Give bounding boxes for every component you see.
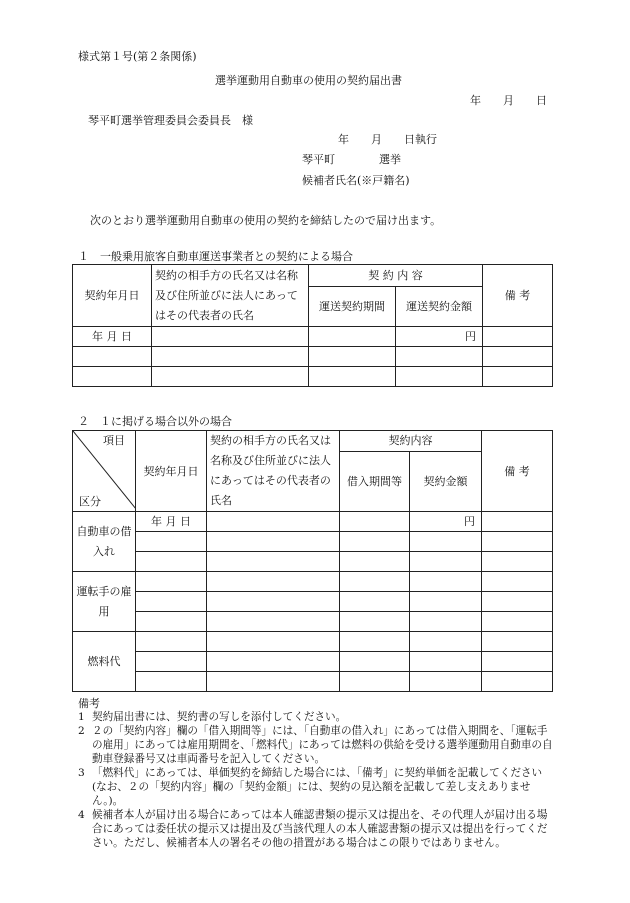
s2-cell[interactable] (410, 612, 482, 632)
s1-cell[interactable] (152, 367, 309, 387)
s2-header-amount: 契約金額 (410, 451, 482, 511)
s2-cell[interactable] (207, 532, 340, 552)
addressee: 琴平町選挙管理委員会委員長 様 (88, 114, 253, 127)
s2-cell[interactable] (410, 532, 482, 552)
section2-heading: ２ １に掲げる場合以外の場合 (78, 415, 232, 428)
s1-cell[interactable] (152, 347, 309, 367)
s1-header-date: 契約年月日 (73, 265, 152, 327)
s2-cell[interactable] (340, 572, 410, 592)
s1-cell[interactable] (309, 367, 396, 387)
note-item: 1 契約届出書には、契約書の写しを添付してください。 (78, 711, 347, 723)
s2-cell[interactable] (410, 592, 482, 612)
s2-cell[interactable] (136, 652, 207, 672)
s2-cell[interactable] (482, 612, 553, 632)
s2-category-fuel: 燃料代 (73, 632, 136, 692)
s2-cell[interactable] (340, 632, 410, 652)
s2-cell[interactable] (207, 632, 340, 652)
notes-heading: 備考 (78, 697, 100, 710)
s1-row-amount[interactable]: 円 (396, 327, 483, 347)
s2-cell[interactable] (340, 652, 410, 672)
note-item: 2 ２の「契約内容」欄の「借入期間等」には、「自動車の借入れ」にあっては借入期間を、「運転手の雇用」にあっては雇用期間を、「燃料代」にあっては燃料の供給を受ける選挙運動用自動車の自動車登録番号又は車両番号を記入してください。 (78, 725, 553, 765)
note-item: 3 「燃料代」にあっては、単価契約を締結した場合には、「備考」に契約単価を記載してください(なお、２の「契約内容」欄の「契約金額」には、契約の見込額を記載して差し支えありません。)。 (78, 767, 543, 807)
s1-cell[interactable] (73, 347, 152, 367)
s2-cell[interactable] (136, 552, 207, 572)
s2-cell[interactable] (340, 512, 410, 532)
s2-cell[interactable] (136, 532, 207, 552)
s1-header-remarks: 備 考 (483, 265, 553, 327)
election-date: 年 月 日執行 (338, 133, 437, 146)
s2-header-party: 契約の相手方の氏名又は名称及び住所並びに法人にあってはその代表者の氏名 (207, 431, 340, 512)
s2-cell[interactable] (207, 552, 340, 572)
s2-category-driver: 運転手の雇用 (73, 572, 136, 632)
s2-header-contract: 契約内容 (340, 431, 482, 452)
s2-category-label: 区分 (79, 495, 101, 508)
s2-cell[interactable] (207, 592, 340, 612)
election-name: 琴平町 選挙 (302, 153, 401, 166)
s2-cell[interactable] (207, 572, 340, 592)
s1-cell[interactable] (396, 347, 483, 367)
s2-cell[interactable] (410, 652, 482, 672)
s2-cell[interactable] (410, 672, 482, 692)
s2-cell[interactable] (482, 632, 553, 652)
s1-row-date[interactable]: 年 月 日 (73, 327, 152, 347)
section1-table (72, 264, 553, 387)
s2-item-label: 項目 (103, 434, 125, 447)
s2-cell[interactable] (340, 612, 410, 632)
s2-cell[interactable] (340, 552, 410, 572)
s2-cell[interactable] (207, 612, 340, 632)
s2-header-diagonal (73, 431, 136, 512)
s2-cell[interactable] (482, 592, 553, 612)
s2-cell[interactable] (482, 512, 553, 532)
s2-row-date[interactable]: 年 月 日 (136, 512, 207, 532)
note-item: 4 候補者本人が届け出る場合にあっては本人確認書類の提示又は提出を、その代理人が届け出る場合にあっては委任状の提示又は提出及び当該代理人の本人確認書類の提示又は提出を行ってください。ただし、候補者本人の署名その他の措置がある場合はこの限りではありません。 (78, 809, 548, 849)
form-id: 様式第１号(第２条関係) (78, 50, 197, 63)
s2-cell[interactable] (410, 632, 482, 652)
s2-cell[interactable] (340, 532, 410, 552)
section1-heading: １ 一般乗用旅客自動車運送事業者との契約による場合 (78, 250, 353, 263)
s2-cell[interactable] (136, 572, 207, 592)
s1-cell[interactable] (483, 367, 553, 387)
s1-header-amount: 運送契約金額 (396, 287, 483, 327)
s1-row-remarks[interactable] (483, 327, 553, 347)
s1-cell[interactable] (396, 367, 483, 387)
s2-header-date: 契約年月日 (136, 431, 207, 512)
notes-list (78, 710, 554, 850)
s1-row-party[interactable] (152, 327, 309, 347)
s2-cell[interactable] (207, 652, 340, 672)
s2-cell[interactable] (482, 572, 553, 592)
s1-header-contract: 契 約 内 容 (309, 265, 483, 287)
s2-cell[interactable] (207, 512, 340, 532)
s1-cell[interactable] (483, 347, 553, 367)
intro-text: 次のとおり選挙運動用自動車の使用の契約を締結したので届け出ます。 (90, 214, 442, 227)
candidate-name-label: 候補者氏名(※戸籍名) (302, 174, 410, 187)
s2-header-remarks: 備 考 (482, 431, 553, 512)
s1-header-period: 運送契約期間 (309, 287, 396, 327)
s2-category-vehicle: 自動車の借入れ (73, 512, 136, 572)
s2-header-period: 借入期間等 (340, 451, 410, 511)
form-title: 選挙運動用自動車の使用の契約届出書 (215, 74, 402, 87)
s1-cell[interactable] (309, 347, 396, 367)
section2-table (72, 430, 553, 692)
s2-cell[interactable] (136, 632, 207, 652)
s2-cell[interactable] (482, 532, 553, 552)
s2-cell[interactable] (340, 672, 410, 692)
s2-cell[interactable] (482, 552, 553, 572)
s1-header-party: 契約の相手方の氏名又は名称及び住所並びに法人にあってはその代表者の氏名 (152, 265, 309, 327)
s2-cell[interactable] (410, 572, 482, 592)
s2-cell[interactable] (482, 672, 553, 692)
s2-cell[interactable] (136, 672, 207, 692)
s1-row-period[interactable] (309, 327, 396, 347)
s2-cell[interactable] (482, 652, 553, 672)
s2-cell[interactable] (410, 552, 482, 572)
s2-cell[interactable] (136, 612, 207, 632)
s2-cell[interactable] (136, 592, 207, 612)
s2-cell[interactable] (207, 672, 340, 692)
s2-cell[interactable] (340, 592, 410, 612)
s2-row-amount[interactable]: 円 (410, 512, 482, 532)
s1-cell[interactable] (73, 367, 152, 387)
submission-date: 年 月 日 (470, 94, 547, 107)
